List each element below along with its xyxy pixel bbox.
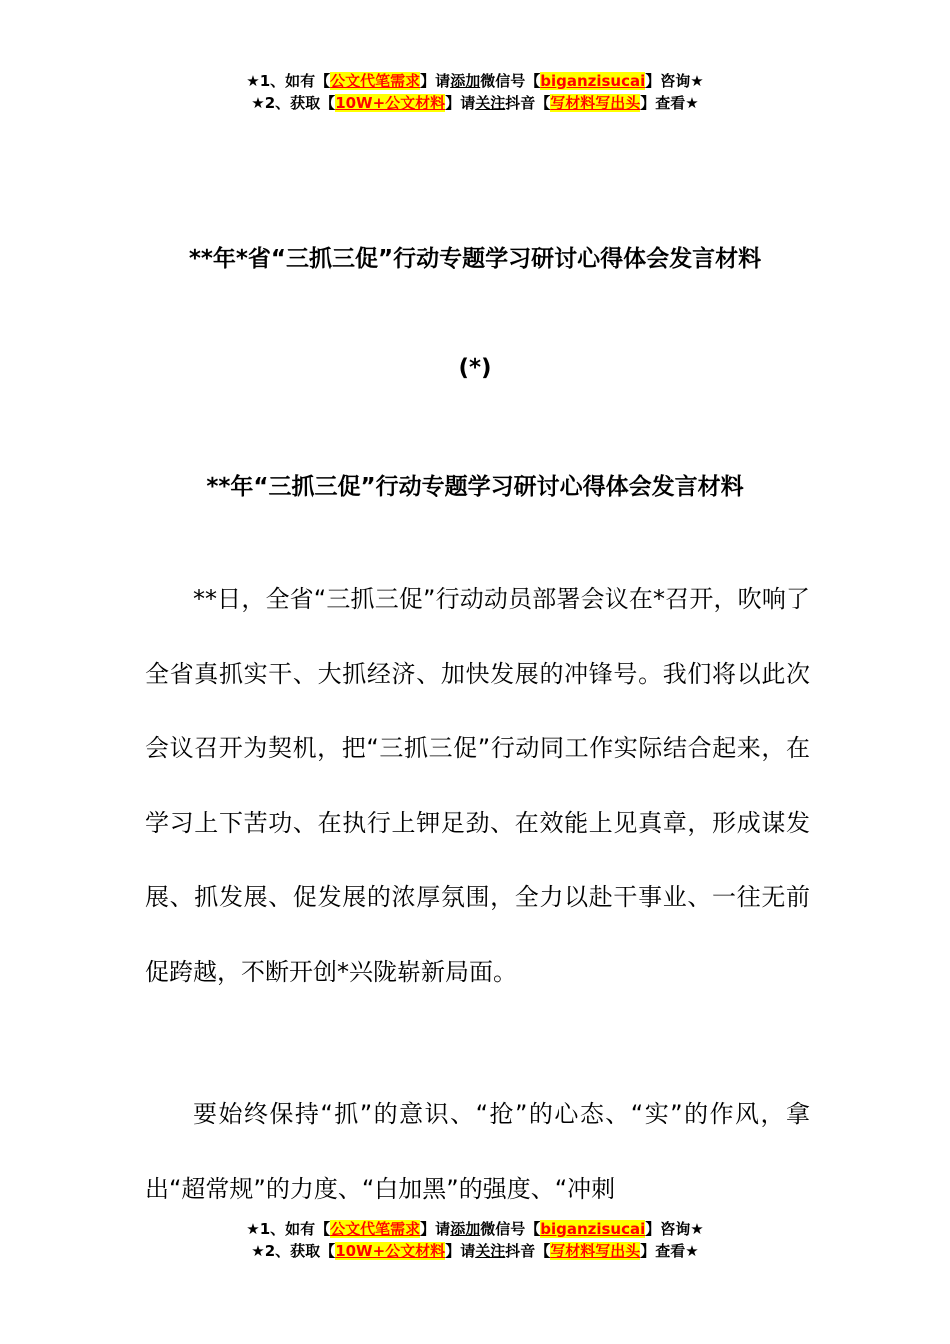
document-title: **年*省“三抓三促”行动专题学习研讨心得体会发言材料 — [188, 246, 762, 272]
banner-line-1 — [0, 70, 950, 92]
top-banner — [0, 70, 950, 114]
banner-text: 】查看★ — [640, 94, 699, 112]
banner-text: 】咨询★ — [645, 1220, 704, 1238]
banner-text: ★1、如有【 — [246, 72, 331, 90]
banner-line-2 — [0, 92, 950, 114]
document-heading: **年“三抓三促”行动专题学习研讨心得体会发言材料 — [206, 474, 744, 500]
paragraph: **日，全省“三抓三促”行动动员部署会议在*召开，吹响了全省真抓实干、大抓经济、加快发展的冲锋号。我们将以此次会议召开为契机，把“三抓三促”行动同工作实际结合起来，在学习上下苦功、在执行上钾足劲、在效能上见真章，形成谋发展、抓发展、促发展的浓厚氛围，全力以赴干事业、一往无前促跨越，不断开创*兴陇崭新局面。 — [145, 585, 810, 986]
banner-text: 微信号【 — [480, 72, 541, 90]
banner-text: ★2、获取【 — [251, 1242, 336, 1260]
highlight-materials: 10W+公文材料 — [335, 94, 446, 112]
highlight-service: 公文代笔需求 — [330, 1220, 421, 1238]
paragraph: 要始终保持“抓”的意识、“抢”的心态、“实”的作风，拿出“超常规”的力度、“白加黑”的强度、“冲刺 — [145, 1100, 810, 1203]
underlined-text: 关注 — [475, 94, 506, 112]
highlight-service: 公文代笔需求 — [330, 72, 421, 90]
banner-text: 微信号【 — [480, 1220, 541, 1238]
banner-text: 】咨询★ — [645, 72, 704, 90]
highlight-douyin-account: 写材料写出头 — [550, 1242, 641, 1260]
banner-text: ★1、如有【 — [246, 1220, 331, 1238]
highlight-wechat-id: biganzisucai — [540, 72, 646, 90]
banner-line-2 — [0, 1240, 950, 1262]
document-subtitle: (*) — [458, 355, 492, 381]
banner-text: 】请 — [445, 94, 476, 112]
banner-text: 】请 — [445, 1242, 476, 1260]
banner-line-1 — [0, 1218, 950, 1240]
underlined-text: 添加 — [450, 1220, 481, 1238]
underlined-text: 添加 — [450, 72, 481, 90]
banner-text: 】请 — [420, 1220, 451, 1238]
banner-text: 】查看★ — [640, 1242, 699, 1260]
banner-text: 抖音【 — [505, 94, 551, 112]
highlight-wechat-id: biganzisucai — [540, 1220, 646, 1238]
underlined-text: 关注 — [475, 1242, 506, 1260]
bottom-banner — [0, 1218, 950, 1262]
highlight-materials: 10W+公文材料 — [335, 1242, 446, 1260]
banner-text: 抖音【 — [505, 1242, 551, 1260]
highlight-douyin-account: 写材料写出头 — [550, 94, 641, 112]
banner-text: 】请 — [420, 72, 451, 90]
banner-text: ★2、获取【 — [251, 94, 336, 112]
